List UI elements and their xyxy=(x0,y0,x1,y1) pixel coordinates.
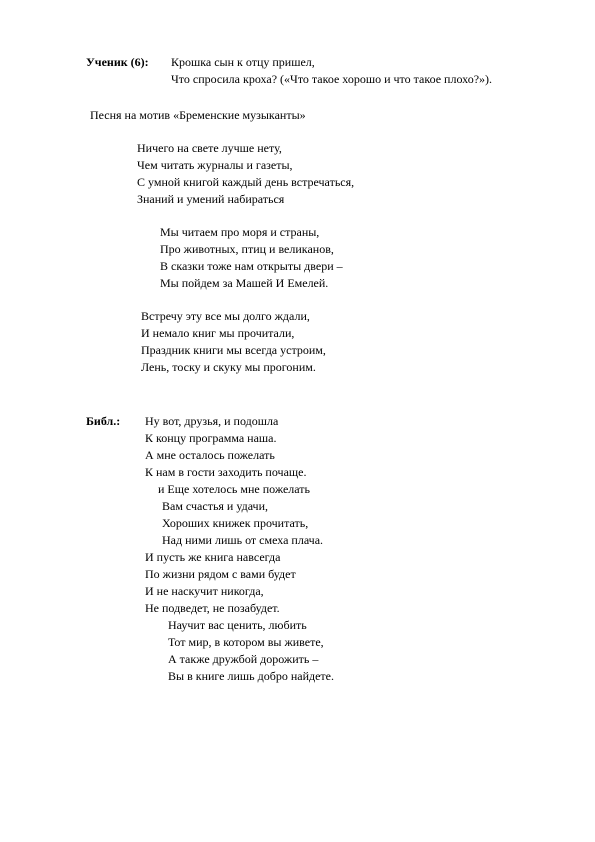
librarian-line: И пусть же книга навсегда xyxy=(145,550,281,564)
song-line: С умной книгой каждый день встречаться, xyxy=(137,175,355,189)
librarian-line: Ну вот, друзья, и подошла xyxy=(145,414,279,428)
librarian-line: А также дружбой дорожить – xyxy=(168,652,319,666)
librarian-line: А мне осталось пожелать xyxy=(145,448,275,462)
song-line: Встречу эту все мы долго ждали, xyxy=(141,309,310,323)
librarian-line: К нам в гости заходить почаще. xyxy=(145,465,307,479)
song-title: Песня на мотив «Бременские музыканты» xyxy=(90,108,306,122)
librarian-line: Хороших книжек прочитать, xyxy=(162,516,309,530)
student-speaker: Ученик (6): xyxy=(86,55,149,69)
song-line: Про животных, птиц и великанов, xyxy=(160,242,334,256)
song-line: Знаний и умений набираться xyxy=(137,192,285,206)
librarian-speaker: Библ.: xyxy=(86,414,121,428)
librarian-line: и Еще хотелось мне пожелать xyxy=(158,482,311,496)
librarian-line: Над ними лишь от смеха плача. xyxy=(162,533,324,547)
librarian-line: Научит вас ценить, любить xyxy=(168,618,307,632)
librarian-line: И не наскучит никогда, xyxy=(145,584,264,598)
song-line: Мы пойдем за Машей И Емелей. xyxy=(160,276,329,290)
song-line: Чем читать журналы и газеты, xyxy=(137,158,293,172)
librarian-line: К концу программа наша. xyxy=(145,431,277,445)
song-line: Праздник книги мы всегда устроим, xyxy=(141,343,326,357)
song-line: Ничего на свете лучше нету, xyxy=(137,141,282,155)
librarian-line: Вы в книге лишь добро найдете. xyxy=(168,669,335,683)
song-line: Лень, тоску и скуку мы прогоним. xyxy=(141,360,316,374)
librarian-line: Тот мир, в котором вы живете, xyxy=(168,635,324,649)
song-line: В сказки тоже нам открыты двери – xyxy=(160,259,343,273)
librarian-line: По жизни рядом с вами будет xyxy=(145,567,296,581)
librarian-line: Не подведет, не позабудет. xyxy=(145,601,280,615)
student-line: Крошка сын к отцу пришел, xyxy=(171,55,315,69)
song-line: И немало книг мы прочитали, xyxy=(141,326,295,340)
song-line: Мы читаем про моря и страны, xyxy=(160,225,320,239)
student-line: Что спросила кроха? («Что такое хорошо и что такое плохо?»). xyxy=(171,72,493,86)
librarian-line: Вам счастья и удачи, xyxy=(162,499,269,513)
